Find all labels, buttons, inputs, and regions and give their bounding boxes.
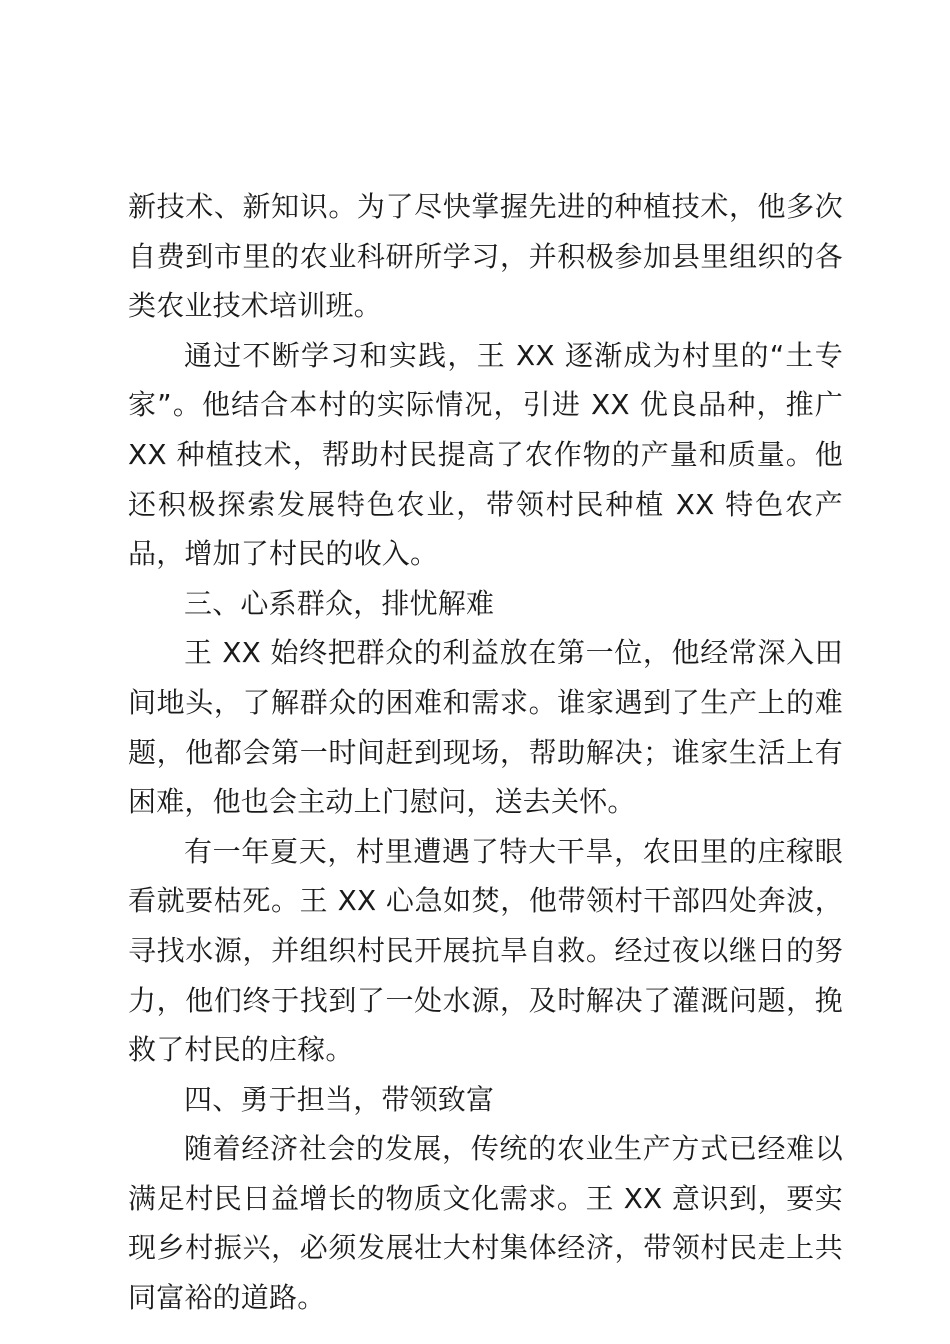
paragraph-care-for-people: 王 XX 始终把群众的利益放在第一位，他经常深入田间地头，了解群众的困难和需求。谁家遇到了生产上的难题，他都会第一时间赶到现场，帮助解决；谁家生活上有困难，他也会主动上门慰问，送去关怀。 [128, 636, 843, 819]
section-heading-3: 三、心系群众，排忧解难 [184, 586, 495, 620]
section-heading-4: 四、勇于担当，带领致富 [184, 1082, 495, 1116]
document-body [128, 182, 843, 1323]
paragraph-local-expert: 通过不断学习和实践，王 XX 逐渐成为村里的“土专家”。他结合本村的实际情况，引进 XX 优良品种，推广 XX 种植技术，帮助村民提高了农作物的产量和质量。他还积极探索发展特色农业，带领村民种植 XX 特色农产品，增加了村民的收入。 [128, 338, 843, 571]
paragraph-collective-economy: 随着经济社会的发展，传统的农业生产方式已经难以满足村民日益增长的物质文化需求。王 XX 意识到，要实现乡村振兴，必须发展壮大村集体经济，带领村民走上共同富裕的道路。 [128, 1132, 843, 1315]
paragraph-drought-relief: 有一年夏天，村里遭遇了特大干旱，农田里的庄稼眼看就要枯死。王 XX 心急如焚，他带领村干部四处奔波，寻找水源，并组织村民开展抗旱自救。经过夜以继日的努力，他们终于找到了一处水源，及时解决了灌溉问题，挽救了村民的庄稼。 [128, 834, 843, 1067]
paragraph-continuation: 新技术、新知识。为了尽快掌握先进的种植技术，他多次自费到市里的农业科研所学习，并积极参加县里组织的各类农业技术培训班。 [128, 190, 843, 323]
